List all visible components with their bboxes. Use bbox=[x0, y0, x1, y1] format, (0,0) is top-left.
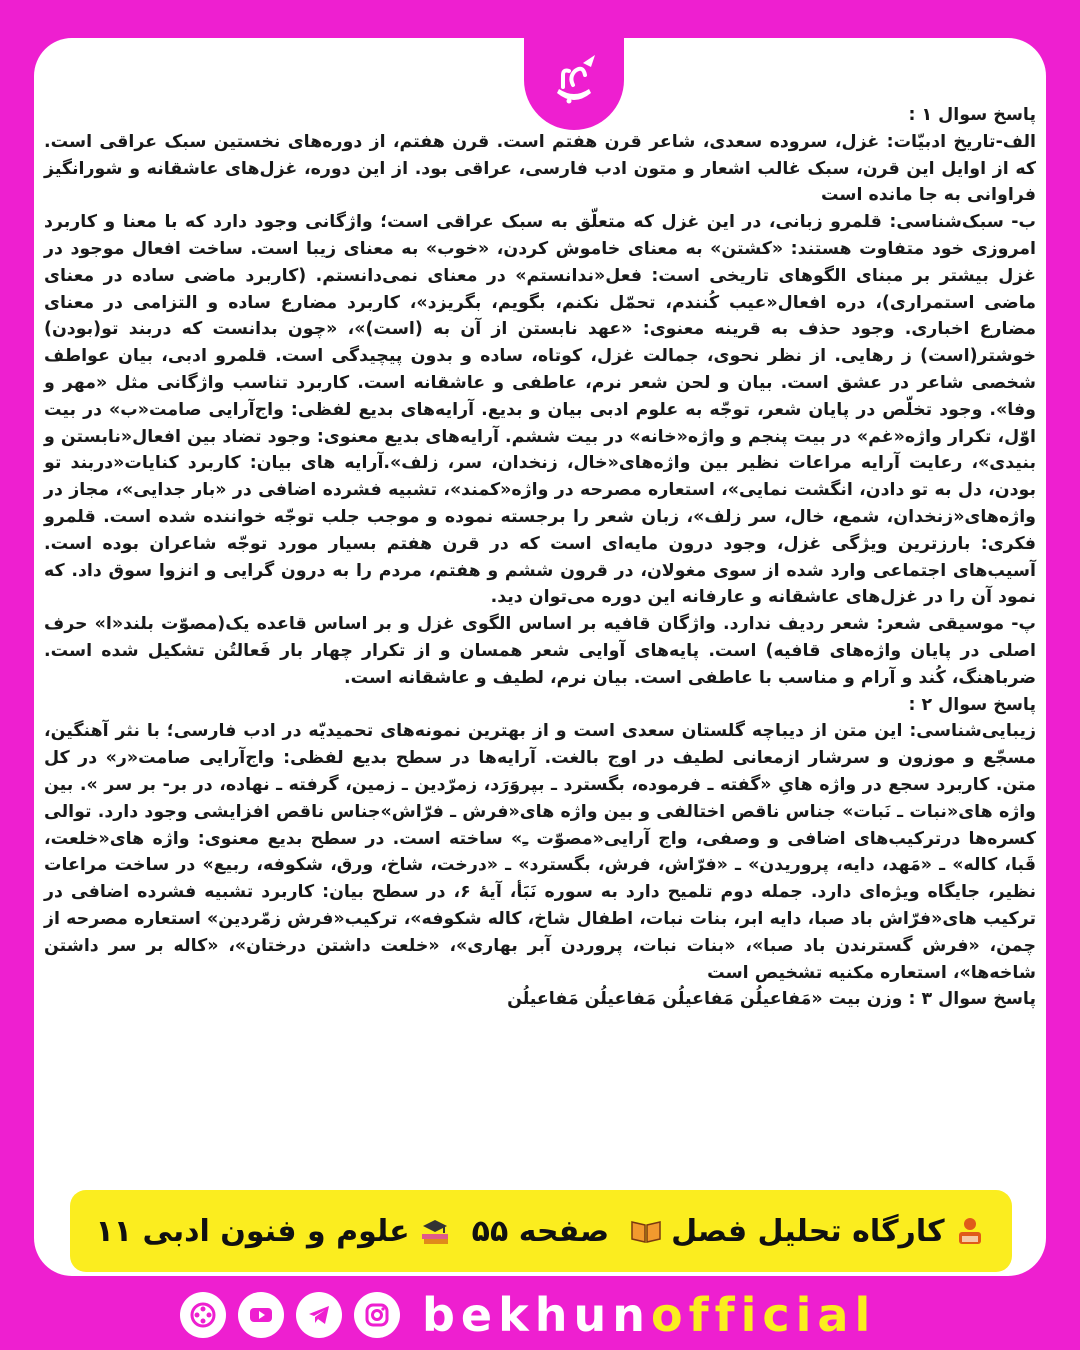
video-reel-link[interactable] bbox=[180, 1292, 226, 1338]
teacher-icon bbox=[953, 1214, 987, 1248]
answer-2-heading: پاسخ سوال ۲ : bbox=[908, 694, 1036, 715]
answer-2-body: زیبایی‌شناسی: این متن از دیباچه گلستان سعدی است و از بهترین نمونه‌های تحمیدیّه در ادب فارسی؛ با نثر آهنگین، مسجّع و موزون و سرشار ازمعانی لطیف در اوج بالغت. آرایه‌ها در سطح بدیع لفظی: واج‌آرایی صامت«ر» در کل متن. کاربرد سجع در واژه هایِ «گفته ـ فرموده، بگسترد ـ بپروَرَد، زمرّدین ـ زمین، گرفته ـ نهاده، در بر- بر سر ». بین واژه های«نبات ـ نَبات» جناس ناقص اختالفی و بین واژه های«فرش ـ فرّاش»جناس ناقص افزایشی وجود دارد. توالی کسره‌ها درترکیب‌های اضافی و وصفی، واج آرایی«مصوّت ـِ» ساخته است. در سطح بدیع معنوی: واژه های«خلعت، قَبا، کاله» ـ «مَهد، دایه، پروریدن» ـ «فرّاش، فرش، بگسترد» ـ «درخت، شاخ، ورق، شکوفه، ربیع» در ساخت مراعات نظیر، جایگاه ویژه‌ای دارد. جمله دوم تلمیح دارد به سوره نَبَأ، آیهٔ ۶، در سطح بیان: کاربرد تشبیه فشرده اضافی در ترکیب های«فرّاش باد صبا، دایه ابر، بنات نبات، اطفال شاخ، کاله شکوفه»، ترکیب«فرش زمّردین» استعاره مصرحه از چمن، «فرش گسترندن باد صبا»، «بنات نبات، پروردن آبر بهاری»، «خلعت داشتن درختان»، «کاله بر سر داشتن شاخه‌ها»، استعاره مکنیه تشخیص است bbox=[44, 721, 1037, 983]
instagram-link[interactable] bbox=[354, 1292, 400, 1338]
answer-text bbox=[44, 102, 1036, 1192]
book-segment bbox=[95, 1214, 451, 1249]
page-label: صفحه ۵۵ bbox=[471, 1213, 610, 1249]
chapter-label: کارگاه تحلیل فصل bbox=[671, 1213, 945, 1249]
answer-1-heading: پاسخ سوال ۱ : bbox=[908, 105, 1036, 125]
chapter-segment bbox=[629, 1214, 986, 1249]
brand-handle bbox=[422, 1288, 876, 1342]
brand-name-part1: bekhun bbox=[422, 1288, 651, 1342]
book-label: علوم و فنون ادبی ۱۱ bbox=[95, 1213, 410, 1249]
page-segment bbox=[472, 1214, 609, 1249]
open-book-icon bbox=[629, 1214, 663, 1248]
answer-1-part-c: پ- موسیقی شعر: شعر ردیف ندارد. واژگان قافیه بر اساس الگوی غزل و بر اساس قاعده یک(مصوّت بلند«ا» حرف اصلی در پایان واژه‌های قافیه) است. پایه‌های آوایی شعر همسان و از تکرار چهار بار فَعالتُن تشکیل شده است. ضرباهنگ، کُند و آرام و مناسب با عاطفی است. بیان نرم، لطیف و عاشقانه است. bbox=[44, 614, 1036, 688]
footer-banner bbox=[70, 1190, 1012, 1272]
telegram-link[interactable] bbox=[296, 1292, 342, 1338]
answer-1-part-a: الف-تاریخ ادبیّات: غزل، سروده سعدی، شاعر قرن هفتم است. قرن هفتم، از دوره‌های نخستین سبک عراقی است. که از اوایل این قرن، سبک غالب اشعار و متون ادب فارسی، عراقی بود. از این دوره، غزل‌های عاشقانه و شورانگیز فراوانی به جا مانده است bbox=[44, 131, 1036, 206]
social-bar bbox=[180, 1290, 900, 1340]
brand-name-part2: official bbox=[650, 1288, 877, 1342]
books-graduation-icon bbox=[418, 1214, 452, 1248]
youtube-link[interactable] bbox=[238, 1292, 284, 1338]
telegram-icon bbox=[305, 1301, 333, 1329]
video-reel-icon bbox=[189, 1301, 217, 1329]
answer-3: پاسخ سوال ۳ : وزن بیت «مَفاعیلُن مَفاعیلُن مَفاعیلُن مَفاعیلُن bbox=[507, 989, 1036, 1010]
youtube-icon bbox=[247, 1301, 275, 1329]
instagram-icon bbox=[363, 1301, 391, 1329]
answer-1-part-b: ب- سبک‌شناسی: قلمرو زبانی، در این غزل که متعلّق به سبک عراقی است؛ واژگانی وجود دارد که با معنا و کاربرد امروزی خود متفاوت هستند: «کشتن» به معنای خاموش کردن، «خوب» به معنای زیبا است. ساخت افعال موجود در غزل بیشتر بر مبنای الگوهای تاریخی است: فعل«ندانستم» در معنای نمی‌دانستم. (کاربرد ماضی ساده در معنای ماضی استمراری)، دره افعال«عیب کُنندم، تحمّل نکنم، بگویم، بگریزد»، کاربرد مضارع ساده و التزامی در معنای مضارع اخباری. وجود حذف به قرینه معنوی: «عهد نابستن از آن به (است)»، «چون بدانست که دربند تو(بودن) خوشتر(است) ز رهایی. از نظر نحوی، جمالت غزل، کوتاه، ساده و بدون پیچیدگی است. قلمرو ادبی، بیان عواطف شخصی شاعر در عشق است. بیان و لحن شعر نرم، عاطفی و عاشقانه است. کاربرد تناسب واژگانی مثل «مهر و وفا». وجود تخلّص در پایان شعر، توجّه به علوم ادبی بیان و بدیع. آرایه‌های بدیع لفظی: واج‌آرایی صامت«ب» در بیت اوّل، تکرار واژه«غم» در بیت پنجم و واژه«خانه» در بیت ششم. آرایه‌های بدیع معنوی: وجود تضاد بین افعال«نابستن و بنیدی»، رعایت آرایه مراعات نظیر بین واژه‌های«خال، زنخدان، سر، زلف».آرایه های بیان: کاربرد کنایات«دربند تو بودن، دل به تو دادن، انگشت نمایی»، استعاره مصرحه در واژه«کمند»، تشبیه فشرده اضافی در «بار جدایی»، مجاز در واژه‌های«زنخدان، شمع، خال، سر زلف»، زبان شعر را برجسته نموده و موجب جلب توجّه خواننده شده است. قلمرو فکری: بارزترین ویژگی غزل، وجود درون مایه‌ای است که در قرن هفتم بسیار مورد توجّه شاعران بوده است. آسیب‌های اجتماعی وارد شده از سوی مغولان، در قرون ششم و هفتم، مردم را به درون گرایی و انزوا سوق داد. که نمود آن را در غزل‌های عاشقانه و عارفانه این دوره می‌توان دید. bbox=[44, 212, 1036, 608]
